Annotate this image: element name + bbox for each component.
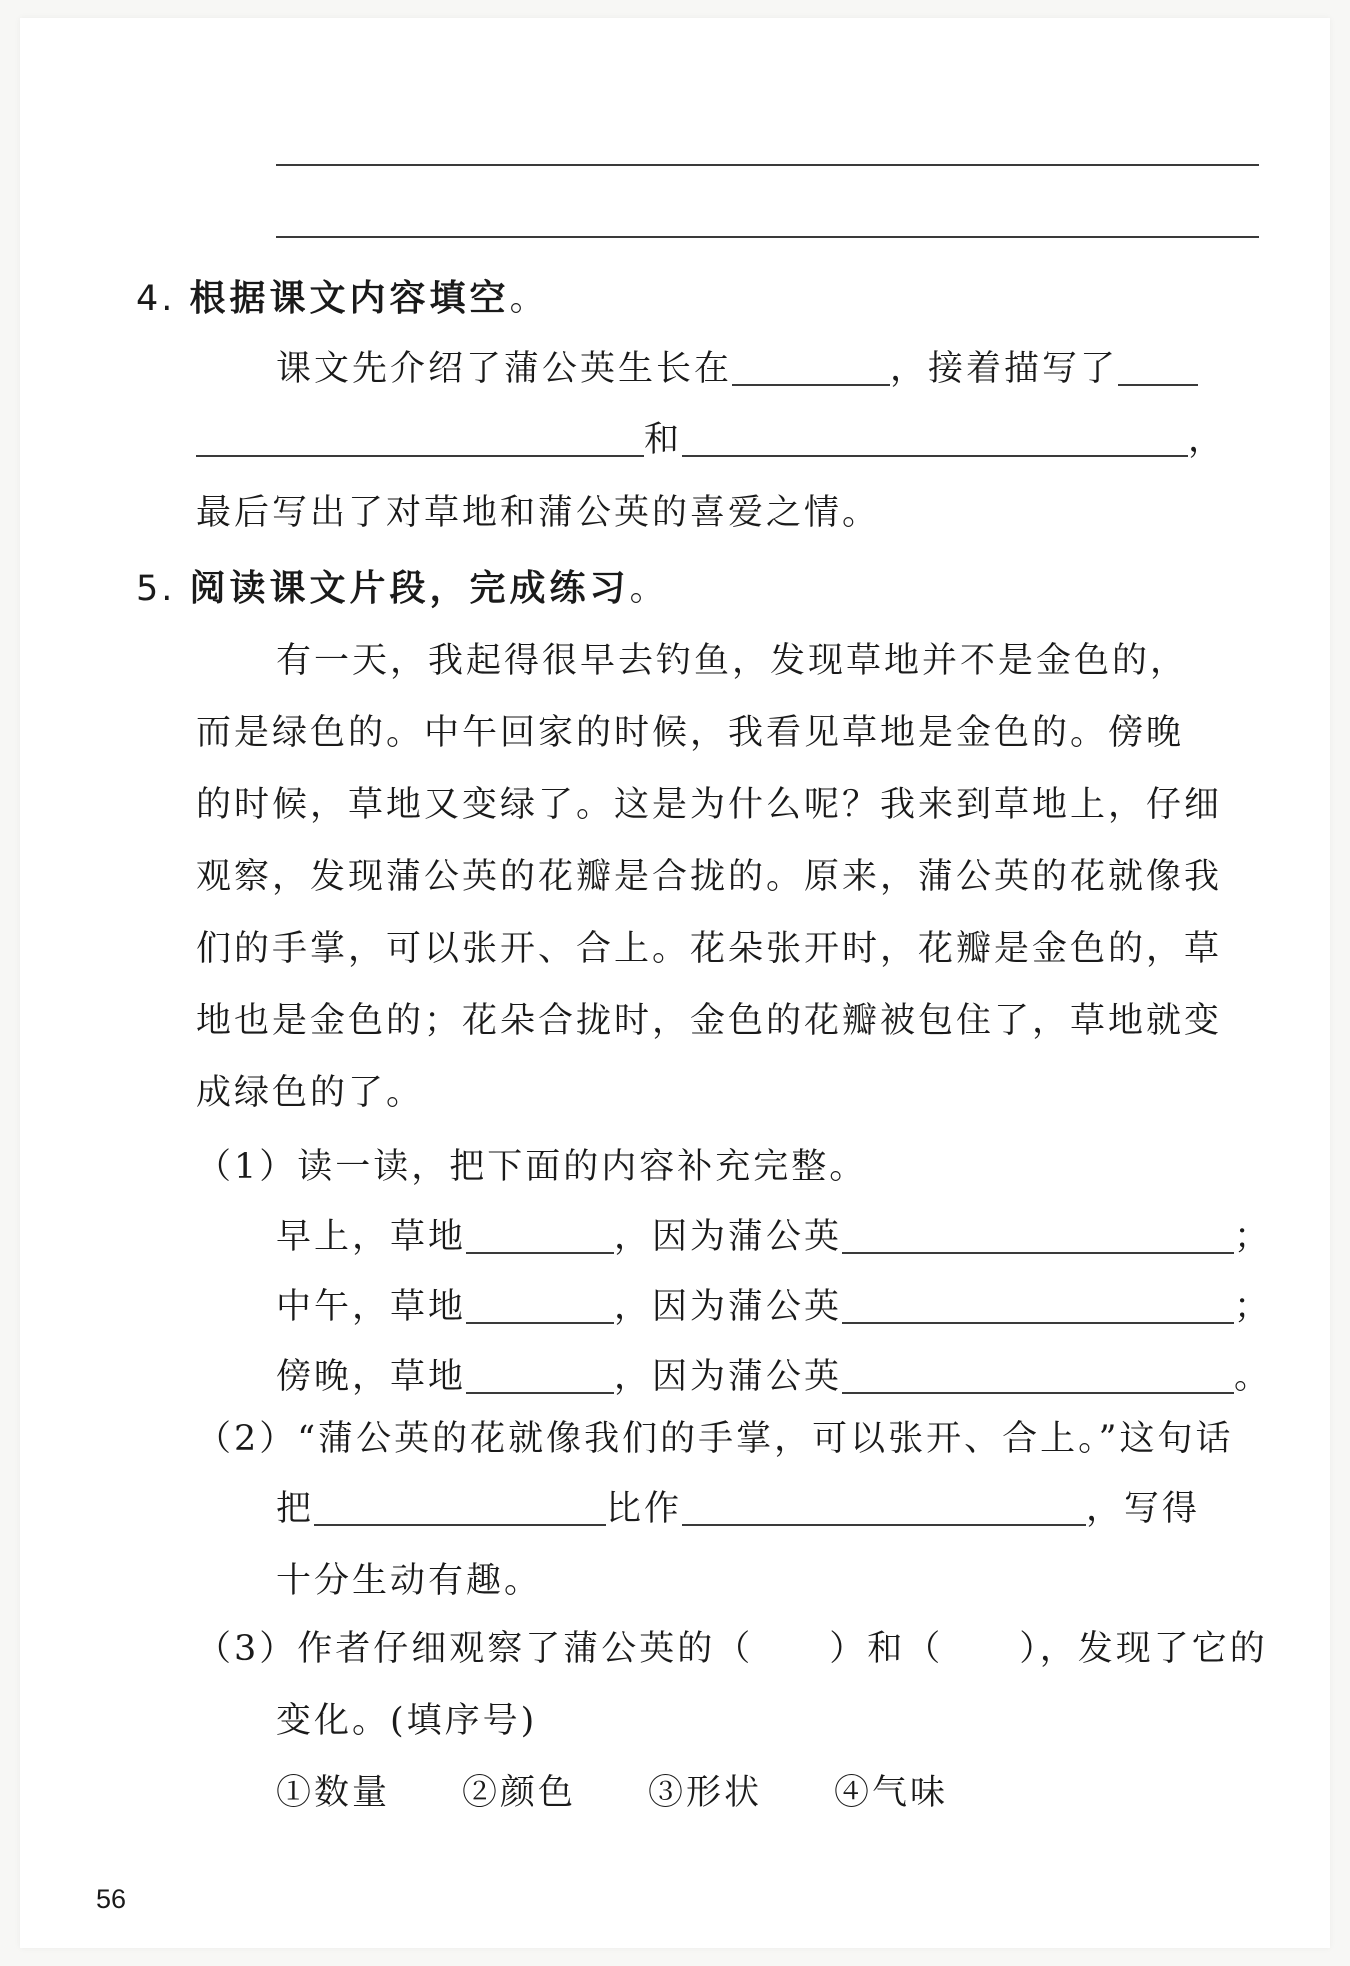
- q4-blank-1[interactable]: [732, 354, 890, 386]
- subq-3-options: [276, 1773, 949, 1813]
- row-blank-state[interactable]: [466, 1362, 614, 1394]
- subq-2-blank-2[interactable]: [682, 1494, 1086, 1526]
- passage-line: 成绿色的了。: [196, 1073, 425, 1113]
- subq-2-blank-1[interactable]: [314, 1494, 606, 1526]
- row-blank-reason[interactable]: [842, 1292, 1234, 1324]
- row-blank-state[interactable]: [466, 1222, 614, 1254]
- q4-line-3: 最后写出了对草地和蒲公英的喜爱之情。: [196, 493, 881, 533]
- subq-2-line-2: 把 比作 ，写得: [276, 1489, 1201, 1529]
- page: [20, 18, 1330, 1948]
- q4-blank-4[interactable]: [682, 425, 1188, 457]
- passage-line: 而是绿色的。中午回家的时候，我看见草地是金色的。傍晚: [196, 713, 1185, 753]
- option-4[interactable]: ④气味: [834, 1773, 949, 1813]
- row-blank-reason[interactable]: [842, 1222, 1234, 1254]
- answer-line-2[interactable]: [276, 236, 1259, 238]
- q4-line-2: 和 ，: [196, 423, 1226, 458]
- answer-line-1[interactable]: [276, 164, 1259, 166]
- subq-1-prompt: （1）读一读，把下面的内容补充完整。: [196, 1147, 868, 1187]
- q4-blank-2[interactable]: [1118, 354, 1198, 386]
- option-2[interactable]: ②颜色: [462, 1773, 577, 1813]
- row-blank-reason[interactable]: [842, 1362, 1234, 1394]
- passage-line: 的时候，草地又变绿了。这是为什么呢？我来到草地上，仔细: [196, 785, 1223, 825]
- subq-1-row-morning: 早上，草地 ，因为蒲公英 ；: [276, 1217, 1273, 1257]
- q4-blank-3[interactable]: [196, 425, 644, 457]
- subq-1-row-evening: 傍晚，草地 ，因为蒲公英 。: [276, 1357, 1273, 1397]
- subq-3-line-1: （3）作者仔细观察了蒲公英的（ ）和（ ），发现了它的: [196, 1629, 1268, 1669]
- page-number: 56: [96, 1884, 127, 1914]
- row-blank-state[interactable]: [466, 1292, 614, 1324]
- subq-2-line-3: 十分生动有趣。: [276, 1561, 543, 1601]
- option-3[interactable]: ③形状: [648, 1773, 763, 1813]
- subq-2-line-1: （2）“蒲公英的花就像我们的手掌，可以张开、合上。”这句话: [196, 1419, 1234, 1459]
- passage-line: 地也是金色的；花朵合拢时，金色的花瓣被包住了，草地就变: [196, 1001, 1223, 1041]
- q4-line-1: 课文先介绍了蒲公英生长在 ，接着描写了: [276, 352, 1198, 387]
- passage-line: 有一天，我起得很早去钓鱼，发现草地并不是金色的，: [276, 641, 1189, 681]
- question-4-title: 4. 根据课文内容填空。: [136, 277, 548, 319]
- passage-line: 观察，发现蒲公英的花瓣是合拢的。原来，蒲公英的花就像我: [196, 857, 1223, 897]
- subq-3-line-2: 变化。(填序号): [276, 1701, 538, 1741]
- subq-1-row-noon: 中午，草地 ，因为蒲公英 ；: [276, 1287, 1273, 1327]
- passage-line: 们的手掌，可以张开、合上。花朵张开时，花瓣是金色的，草: [196, 929, 1223, 969]
- option-1[interactable]: ①数量: [276, 1773, 391, 1813]
- question-5-title: 5. 阅读课文片段，完成练习。: [136, 567, 668, 609]
